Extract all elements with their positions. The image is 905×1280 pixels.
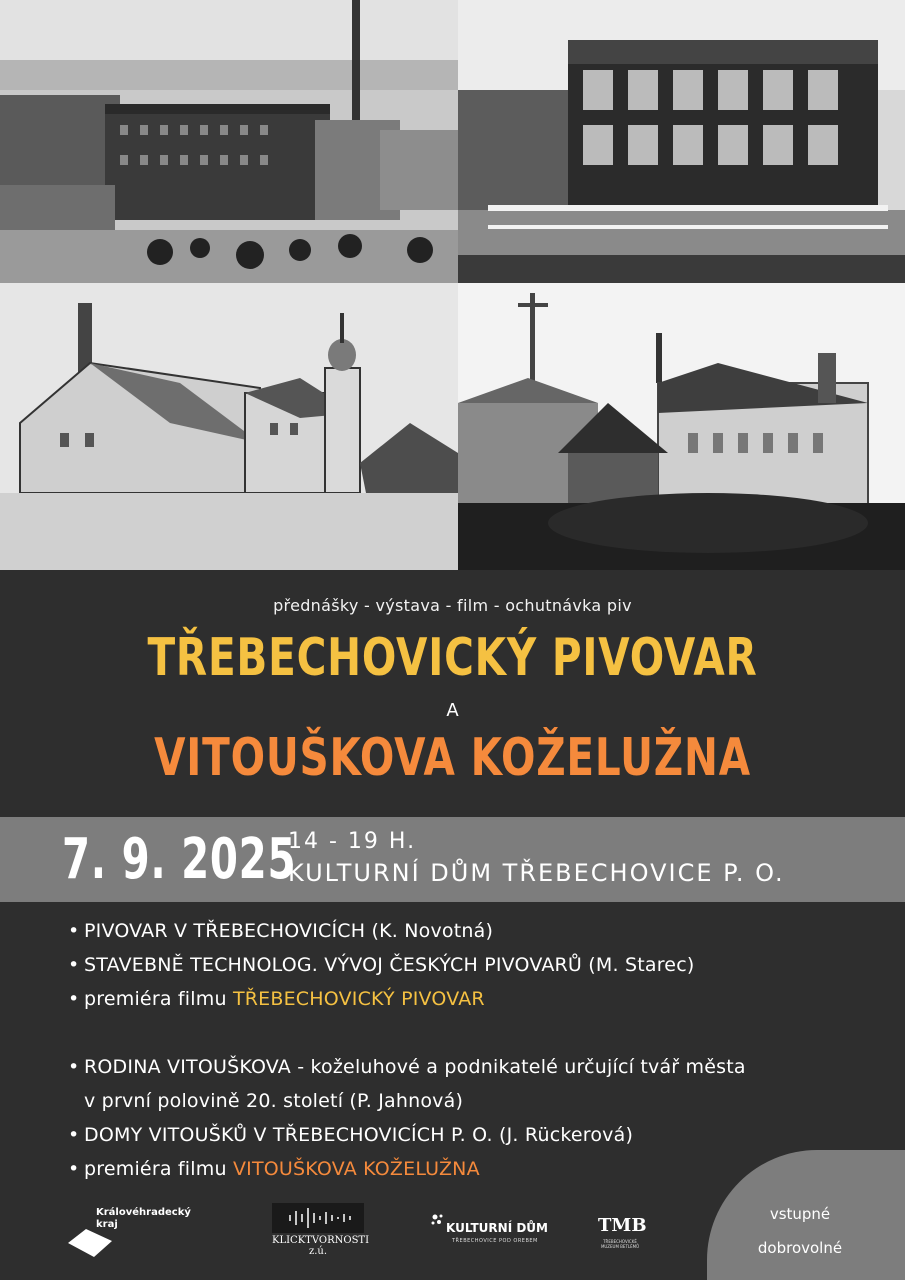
photo-brewery-buildings (458, 283, 905, 570)
photo-modernist-factory (458, 0, 905, 283)
program-list (68, 914, 868, 1186)
event-venue: KULTURNÍ DŮM TŘEBECHOVICE P. O. (288, 859, 785, 887)
logo-klicktvornosti: KLICKTVORNOSTI z.ú. (272, 1203, 364, 1255)
entry-badge: vstupné dobrovolné (757, 1205, 843, 1257)
event-date: 7. 9. 2025 (62, 827, 297, 892)
logo-kralovehradecky-kraj: Královéhradecký kraj (68, 1207, 198, 1255)
soundwave-icon (272, 1203, 364, 1233)
dots-icon (430, 1213, 446, 1229)
date-band (0, 817, 905, 902)
film-title-brewery: TŘEBECHOVICKÝ PIVOVAR (232, 988, 485, 1010)
title-conjunction: A (446, 700, 459, 721)
list-item: • premiéra filmu TŘEBECHOVICKÝ PIVOVAR (68, 988, 485, 1010)
photo-factory-complex (0, 0, 458, 283)
event-time: 14 - 19 H. (288, 829, 417, 854)
logo-tmb-museum: TMB TŘEBECHOVICKÉ MUZEUM BETLÉMŮ (598, 1215, 647, 1249)
list-item: • STAVEBNĚ TECHNOLOG. VÝVOJ ČESKÝCH PIVOVARŮ (M. Starec) (68, 954, 695, 976)
film-title-tannery: VITOUŠKOVA KOŽELUŽNA (232, 1158, 480, 1180)
title-brewery: TŘEBECHOVICKÝ PIVOVAR (147, 628, 758, 688)
photo-brewery-drawing (0, 283, 458, 570)
list-item: • PIVOVAR V TŘEBECHOVICÍCH (K. Novotná) (68, 920, 494, 942)
title-tannery: VITOUŠKOVA KOŽELUŽNA (154, 728, 751, 788)
list-item: • premiéra filmu VITOUŠKOVA KOŽELUŽNA (68, 1158, 480, 1180)
photo-collage (0, 0, 905, 570)
logo-kulturni-dum: KULTURNÍ DŮM TŘEBECHOVICE POD OREBEM (430, 1211, 550, 1251)
list-item: • RODINA VITOUŠKOVA - koželuhové a podnikatelé určující tvář města (68, 1056, 746, 1078)
event-subtitle: přednášky - výstava - film - ochutnávka piv (273, 596, 632, 615)
list-item: • DOMY VITOUŠKŮ V TŘEBECHOVICÍCH P. O. (J. Rückerová) (68, 1124, 634, 1146)
partner-logos (0, 1195, 905, 1280)
list-item-continuation: v první polovině 20. století (P. Jahnová) (84, 1090, 464, 1112)
region-shape-icon (68, 1219, 114, 1259)
